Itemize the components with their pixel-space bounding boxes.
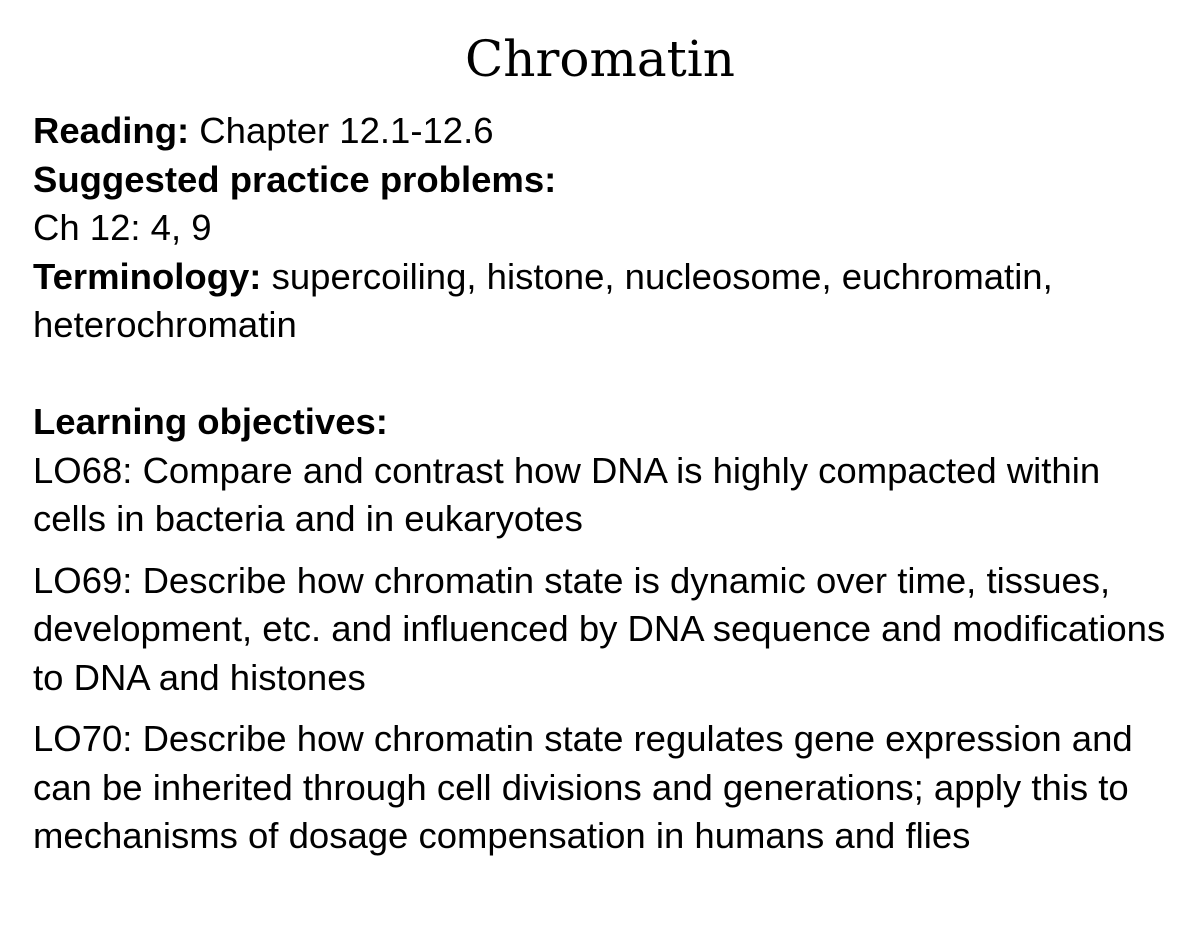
reading-label: Reading: xyxy=(33,110,190,151)
slide-content xyxy=(33,107,1183,861)
practice-label: Suggested practice problems: xyxy=(33,158,557,200)
slide-title: Chromatin xyxy=(465,30,735,88)
objective-lo68: LO68: Compare and contrast how DNA is highly compacted within cells in bacteria and in eukaryotes xyxy=(33,449,1101,539)
practice-value: Ch 12: 4, 9 xyxy=(33,207,212,248)
terminology-value: supercoiling, histone, nucleosome, euchromatin, heterochromatin xyxy=(33,255,1053,345)
objectives-heading: Learning objectives: xyxy=(33,401,388,442)
terminology-line xyxy=(33,253,1183,350)
reading-value: Chapter 12.1-12.6 xyxy=(189,110,494,151)
terminology-label: Terminology: xyxy=(33,255,262,297)
reading-line xyxy=(33,107,1183,156)
objective-lo70: LO70: Describe how chromatin state regulates gene expression and can be inherited through cell divisions and generations; apply this to mechanisms of dosage compensation in humans and flies xyxy=(33,718,1133,856)
objective-lo69: LO69: Describe how chromatin state is dynamic over time, tissues, development, etc. and influenced by DNA sequence and modifications to DNA and histones xyxy=(33,559,1166,698)
spacer xyxy=(33,350,1183,399)
